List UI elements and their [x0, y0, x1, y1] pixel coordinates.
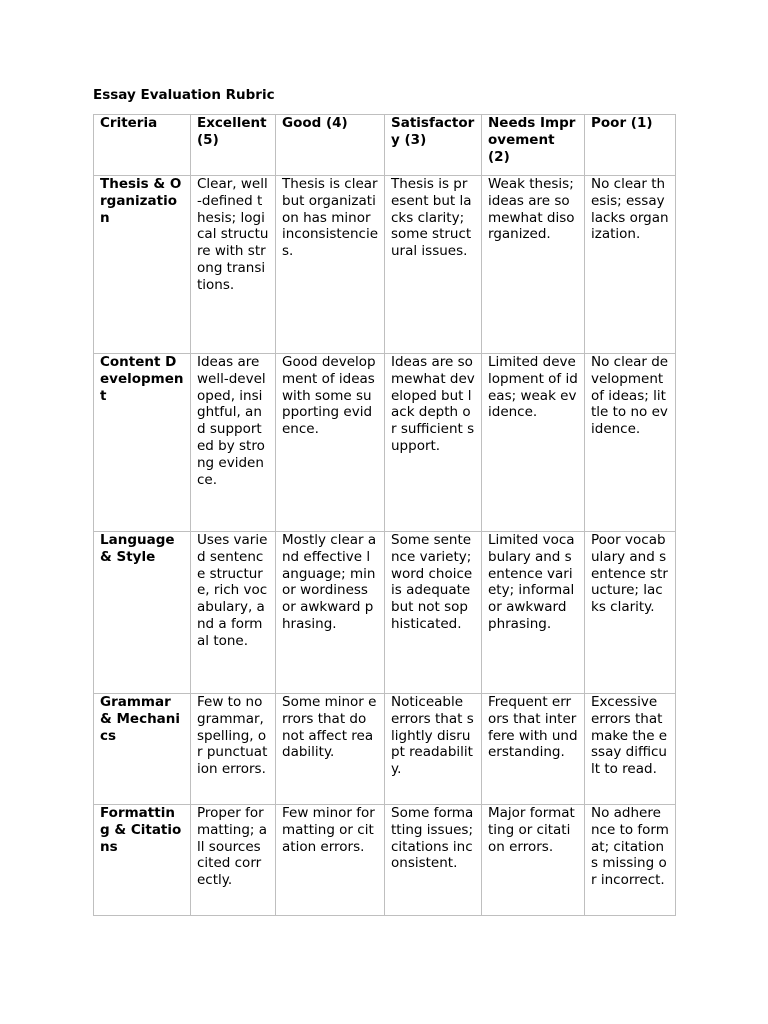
- rubric-cell: Frequent errors that interfere with understanding.: [482, 694, 585, 805]
- rubric-cell: Some sentence variety; word choice is adequate but not sophisticated.: [385, 532, 482, 694]
- rubric-cell: Some minor errors that do not affect readability.: [276, 694, 385, 805]
- table-row: [94, 805, 676, 916]
- rubric-cell: Weak thesis; ideas are somewhat disorganized.: [482, 176, 585, 354]
- criterion-cell: Thesis & Organization: [94, 176, 191, 354]
- header-cell-poor: Poor (1): [585, 115, 676, 176]
- header-cell-needs-improvement: Needs Improvement (2): [482, 115, 585, 176]
- rubric-cell: Uses varied sentence structure, rich vocabulary, and a formal tone.: [191, 532, 276, 694]
- rubric-cell: Few to no grammar, spelling, or punctuation errors.: [191, 694, 276, 805]
- header-cell-excellent: Excellent (5): [191, 115, 276, 176]
- table-row: [94, 694, 676, 805]
- rubric-cell: Thesis is clear but organization has minor inconsistencies.: [276, 176, 385, 354]
- rubric-table: [93, 114, 676, 916]
- rubric-cell: No clear development of ideas; little to no evidence.: [585, 354, 676, 532]
- criterion-cell: Formatting & Citations: [94, 805, 191, 916]
- rubric-cell: Clear, well-defined thesis; logical structure with strong transitions.: [191, 176, 276, 354]
- table-row: [94, 532, 676, 694]
- rubric-cell: Few minor formatting or citation errors.: [276, 805, 385, 916]
- rubric-cell: Ideas are somewhat developed but lack depth or sufficient support.: [385, 354, 482, 532]
- rubric-cell: Proper formatting; all sources cited correctly.: [191, 805, 276, 916]
- rubric-cell: Ideas are well-developed, insightful, and supported by strong evidence.: [191, 354, 276, 532]
- table-row: [94, 176, 676, 354]
- criterion-cell: Grammar & Mechanics: [94, 694, 191, 805]
- rubric-cell: No adherence to format; citations missing or incorrect.: [585, 805, 676, 916]
- header-cell-criteria: Criteria: [94, 115, 191, 176]
- rubric-cell: Excessive errors that make the essay difficult to read.: [585, 694, 676, 805]
- rubric-cell: Limited development of ideas; weak evidence.: [482, 354, 585, 532]
- rubric-cell: Major formatting or citation errors.: [482, 805, 585, 916]
- criterion-cell: Content Development: [94, 354, 191, 532]
- rubric-cell: Some formatting issues; citations inconsistent.: [385, 805, 482, 916]
- rubric-cell: Mostly clear and effective language; minor wordiness or awkward phrasing.: [276, 532, 385, 694]
- rubric-cell: Poor vocabulary and sentence structure; lacks clarity.: [585, 532, 676, 694]
- document-title: Essay Evaluation Rubric: [93, 87, 275, 103]
- table-header-row: [94, 115, 676, 176]
- rubric-cell: Limited vocabulary and sentence variety; informal or awkward phrasing.: [482, 532, 585, 694]
- criterion-cell: Language & Style: [94, 532, 191, 694]
- rubric-cell: Noticeable errors that slightly disrupt readability.: [385, 694, 482, 805]
- rubric-cell: No clear thesis; essay lacks organization.: [585, 176, 676, 354]
- table-row: [94, 354, 676, 532]
- header-cell-satisfactory: Satisfactory (3): [385, 115, 482, 176]
- rubric-cell: Good development of ideas with some supporting evidence.: [276, 354, 385, 532]
- header-cell-good: Good (4): [276, 115, 385, 176]
- rubric-cell: Thesis is present but lacks clarity; some structural issues.: [385, 176, 482, 354]
